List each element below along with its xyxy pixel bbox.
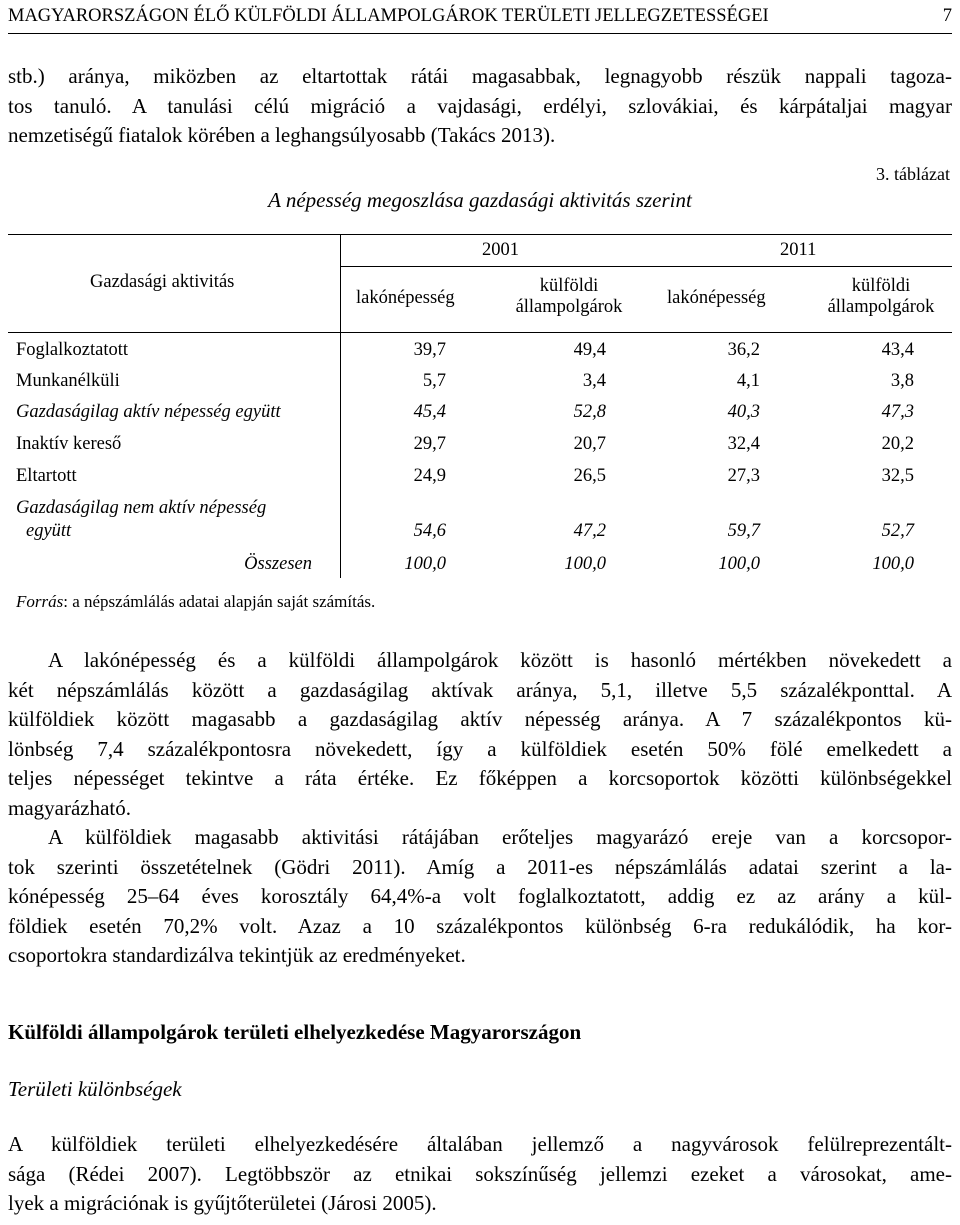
text-line: földiek esetén 70,2% volt. Azaz a 10 százalékpontos különbség 6-ra redukálódik, ha kor-: [8, 913, 952, 938]
sub-heading: Területi különbségek: [8, 1077, 182, 1101]
year-2001-header: 2001: [482, 240, 519, 260]
page-number: 7: [942, 6, 952, 26]
body-paragraph-2: [8, 823, 952, 971]
row-label-eltartott: Eltartott: [16, 466, 77, 486]
table-cell: 49,4: [573, 340, 606, 360]
table-year-rule: [340, 266, 952, 267]
year-2011-header: 2011: [780, 240, 817, 260]
text-line: lönbség 7,4 százalékpontosra növekedett, így a külföldiek esetén 50% fölé emelkedett a: [8, 736, 952, 761]
table-source: [16, 592, 375, 612]
source-label: Forrás: [16, 592, 64, 611]
table-cell: 20,2: [881, 434, 914, 454]
text-line: A külföldiek területi elhelyezkedésére általában jellemző a nagyvárosok felülreprezentált-: [8, 1132, 952, 1156]
row-label-nem-aktiv-egyutt: Gazdaságilag nem aktív népesség: [16, 498, 267, 518]
table-cell: 3,4: [582, 371, 606, 391]
row-header-label: Gazdasági aktivitás: [90, 272, 235, 292]
col-header-lakonepesseg-2001: lakónépesség: [356, 288, 455, 308]
row-label-inaktiv-kereso: Inaktív kereső: [16, 434, 122, 454]
table-number: 3. táblázat: [876, 164, 950, 184]
row-label-aktiv-egyutt: Gazdaságilag aktív népesség együtt: [16, 402, 281, 422]
table-divider: [340, 234, 341, 578]
table-cell: 47,3: [881, 402, 914, 422]
col-header-kulfoldi-2001: [504, 276, 634, 318]
text-line: tok szerinti összetételnek (Gödri 2011). Amíg a 2011-es népszámlálás adatai szerint a la-: [8, 854, 952, 879]
table-cell: 100,0: [564, 554, 606, 574]
col-header-line: külföldi: [851, 276, 911, 296]
text-line: A lakónépesség és a külföldi állampolgárok között is hasonló mértékben növekedett a: [48, 648, 952, 672]
table-cell: 40,3: [727, 402, 760, 422]
body-paragraph-1: [8, 646, 952, 823]
table-cell: 29,7: [413, 434, 446, 454]
text-line: csoportokra standardizálva tekintjük az eredményeket.: [8, 943, 466, 967]
table-cell: 45,4: [413, 402, 446, 422]
section-heading: Külföldi állampolgárok területi elhelyezkedése Magyarországon: [8, 1020, 582, 1044]
table-header-rule: [8, 332, 952, 333]
text-line: lyek a migrációnak is gyűjtőterületei (Járosi 2005).: [8, 1191, 437, 1215]
table-cell: 20,7: [573, 434, 606, 454]
text-line: külföldiek között magasabb a gazdaságilag aktív népesség aránya. A 7 százalékpontos kü-: [8, 707, 952, 731]
source-text: : a népszámlálás adatai alapján saját számítás.: [63, 592, 376, 611]
col-header-kulfoldi-2011: [816, 276, 946, 318]
table-cell: 36,2: [727, 340, 760, 360]
table-cell: 26,5: [573, 466, 606, 486]
text-line: tos tanuló. A tanulási célú migráció a vajdasági, erdélyi, szlovákiai, és kárpátaljai magyar: [8, 93, 952, 118]
text-line: két népszámlálás között a gazdaságilag aktívak aránya, 5,1, illetve 5,5 százalékponttal. A: [8, 677, 952, 702]
table-cell: 43,4: [881, 340, 914, 360]
table-cell: 3,8: [890, 371, 914, 391]
table-cell: 100,0: [404, 554, 446, 574]
text-line: kónépesség 25–64 éves korosztály 64,4%-a volt foglalkoztatott, addig ez az arány a kül-: [8, 884, 952, 908]
row-label-munkanelkuli: Munkanélküli: [16, 371, 120, 391]
table-cell: 24,9: [413, 466, 446, 486]
table-cell: 39,7: [413, 340, 446, 360]
body-paragraph-3: [8, 1130, 952, 1219]
table-top-rule: [8, 234, 952, 235]
table-cell: 5,7: [422, 371, 446, 391]
activity-table: [0, 0, 960, 600]
table-cell: 47,2: [573, 521, 606, 541]
col-header-line: külföldi: [539, 276, 599, 296]
text-line: A külföldiek magasabb aktivitási rátájában erőteljes magyarázó ereje van a korcsopor-: [48, 825, 952, 849]
table-title: A népesség megoszlása gazdasági aktivitás szerint: [268, 188, 692, 212]
table-cell: 52,7: [881, 521, 914, 541]
table-cell: 59,7: [727, 521, 760, 541]
table-cell: 32,5: [881, 466, 914, 486]
col-header-line: állampolgárok: [827, 297, 935, 317]
text-line: teljes népességet tekintve a ráta értéke. Ez főképpen a korcsoportok közötti különbségekkel: [8, 766, 952, 790]
text-line: stb.) aránya, miközben az eltartottak rátái magasabbak, legnagyobb részük nappali tagoza-: [8, 64, 952, 88]
table-cell: 54,6: [413, 521, 446, 541]
table-cell: 4,1: [736, 371, 760, 391]
running-header-title: MAGYARORSZÁGON ÉLŐ KÜLFÖLDI ÁLLAMPOLGÁROK TERÜLETI JELLEGZETESSÉGEI: [8, 6, 769, 26]
text-line: magyarázható.: [8, 795, 132, 820]
col-header-line: állampolgárok: [515, 297, 623, 317]
row-label-nem-aktiv-egyutt-cont: együtt: [26, 521, 72, 541]
text-line: sága (Rédei 2007). Legtöbbször az etnikai sokszínűség jellemzi ezeket a városokat, ame-: [8, 1161, 952, 1186]
table-cell: 32,4: [727, 434, 760, 454]
table-cell: 100,0: [872, 554, 914, 574]
table-cell: 27,3: [727, 466, 760, 486]
row-label-foglalkoztatott: Foglalkoztatott: [16, 340, 129, 360]
text-line: nemzetiségű fiatalok körében a leghangsúlyosabb (Takács 2013).: [8, 123, 556, 147]
col-header-lakonepesseg-2011: lakónépesség: [667, 288, 766, 308]
row-label-osszesen: Összesen: [244, 554, 312, 574]
table-cell: 100,0: [718, 554, 760, 574]
table-cell: 52,8: [573, 402, 606, 422]
